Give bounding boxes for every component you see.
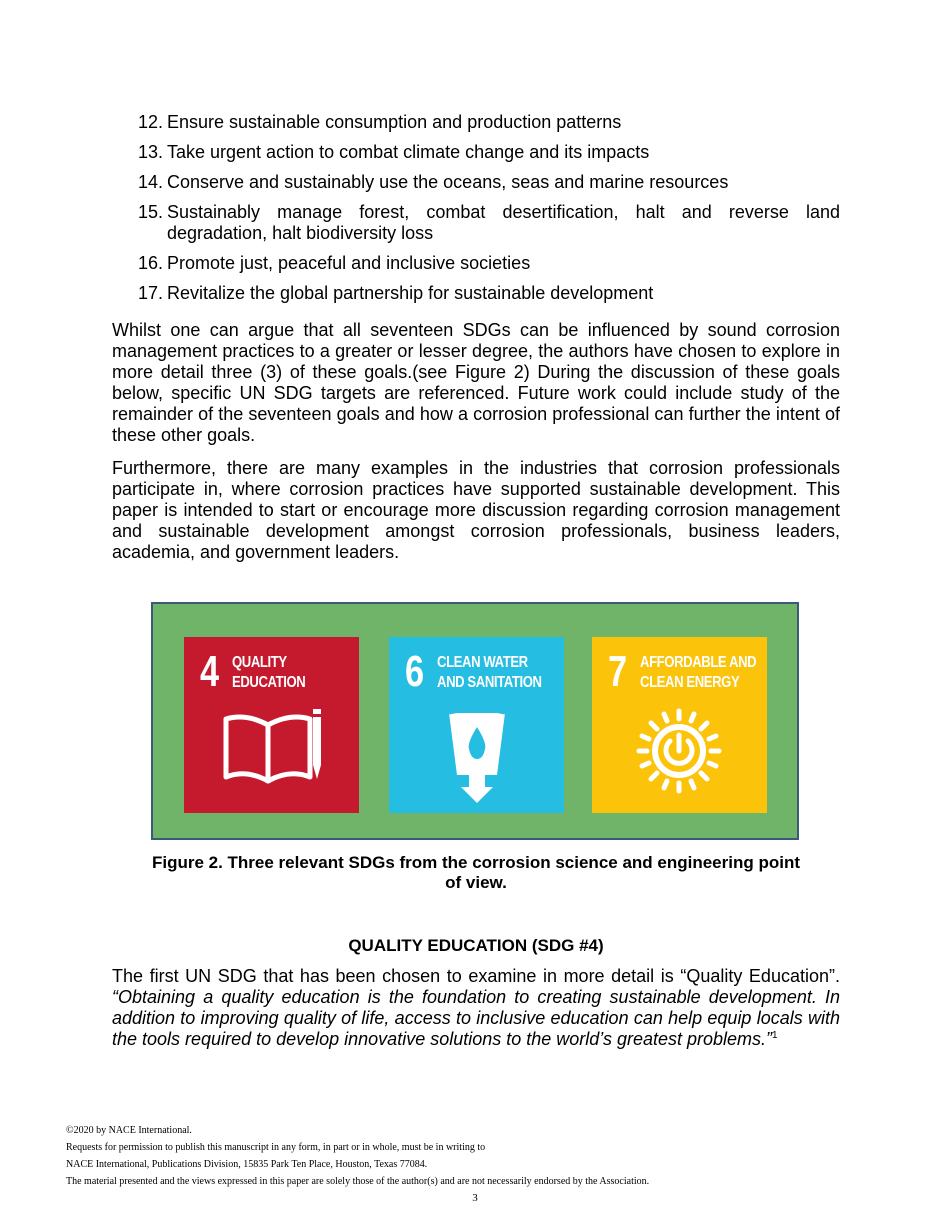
footer-permissions: Requests for permission to publish this manuscript in any form, in part or in whole, must be in writing to xyxy=(66,1142,486,1153)
sdg-figure xyxy=(151,602,799,840)
list-item xyxy=(138,253,840,274)
list-item xyxy=(138,202,840,244)
list-item xyxy=(138,283,840,304)
paragraph-plain-text: The first UN SDG that has been chosen to examine in more detail is “Quality Education”. xyxy=(112,966,840,986)
section-heading: QUALITY EDUCATION (SDG #4) xyxy=(348,936,604,955)
list-item xyxy=(138,172,840,193)
list-item-number: 14. xyxy=(138,172,164,192)
sdg-tile-quality-education xyxy=(184,637,359,813)
sdg-tile-clean-water xyxy=(389,637,564,813)
sdg-number: 4 xyxy=(200,647,220,696)
paragraph-industry-examples: Furthermore, there are many examples in the industries that corrosion professionals participate in, where corrosion practices have supported sustainable development. This paper is intended to start or encourage more discussion regarding corrosion management and sustainable development amongst corrosion professionals, business leaders, academia, and government leaders. xyxy=(112,458,840,562)
sdg-number: 7 xyxy=(608,647,628,696)
footer-address: NACE International, Publications Division, 15835 Park Ten Place, Houston, Texas 77084. xyxy=(66,1159,428,1170)
footer-copyright: ©2020 by NACE International. xyxy=(66,1125,192,1136)
list-item-number: 17. xyxy=(138,283,164,303)
sdg-title: AFFORDABLE AND CLEAN ENERGY xyxy=(640,654,757,691)
list-item-text: Ensure sustainable consumption and production patterns xyxy=(167,112,622,132)
list-item-number: 15. xyxy=(138,202,164,222)
list-item-number: 12. xyxy=(138,112,164,132)
footer-disclaimer: The material presented and the views expressed in this paper are solely those of the author(s) and are not necessarily endorsed by the Association. xyxy=(66,1176,650,1187)
list-item-text: Revitalize the global partnership for sustainable development xyxy=(167,283,654,303)
list-item-text: Sustainably manage forest, combat desertification, halt and reverse land degradation, halt biodiversity loss xyxy=(167,202,840,243)
figure-caption: Figure 2. Three relevant SDGs from the corrosion science and engineering point of view. xyxy=(151,853,801,892)
goals-list xyxy=(138,112,840,313)
sdg-tile-clean-energy xyxy=(592,637,767,813)
page-footer xyxy=(66,1122,886,1190)
list-item-number: 13. xyxy=(138,142,164,162)
list-item-number: 16. xyxy=(138,253,164,273)
sdg-title: QUALITY EDUCATION xyxy=(232,654,306,691)
paragraph-quote: “Obtaining a quality education is the foundation to creating sustainable development. In addition to improving quality of life, access to inclusive education can help equip locals with the tools required to develop innovative solutions to the world’s greatest problems.” xyxy=(112,987,840,1049)
page-number: 3 xyxy=(472,1192,478,1204)
list-item xyxy=(138,112,840,133)
paragraph-sdg-selection: Whilst one can argue that all seventeen SDGs can be influenced by sound corrosion management practices to a greater or lesser degree, the authors have chosen to explore in more detail three (3) of these goals.(see Figure 2) During the discussion of these goals below, specific UN SDG targets are referenced. Future work could include study of the remainder of the seventeen goals and how a corrosion professional can further the intent of these other goals. xyxy=(112,320,840,445)
list-item-text: Conserve and sustainably use the oceans, seas and marine resources xyxy=(167,172,729,192)
paragraph-quality-education xyxy=(112,966,840,1050)
sdg-title: CLEAN WATER AND SANITATION xyxy=(437,654,542,691)
sdg-number: 6 xyxy=(405,647,425,696)
list-item xyxy=(138,142,840,163)
list-item-text: Promote just, peaceful and inclusive societies xyxy=(167,253,531,273)
reference-marker: 1 xyxy=(772,1030,778,1041)
list-item-text: Take urgent action to combat climate change and its impacts xyxy=(167,142,650,162)
